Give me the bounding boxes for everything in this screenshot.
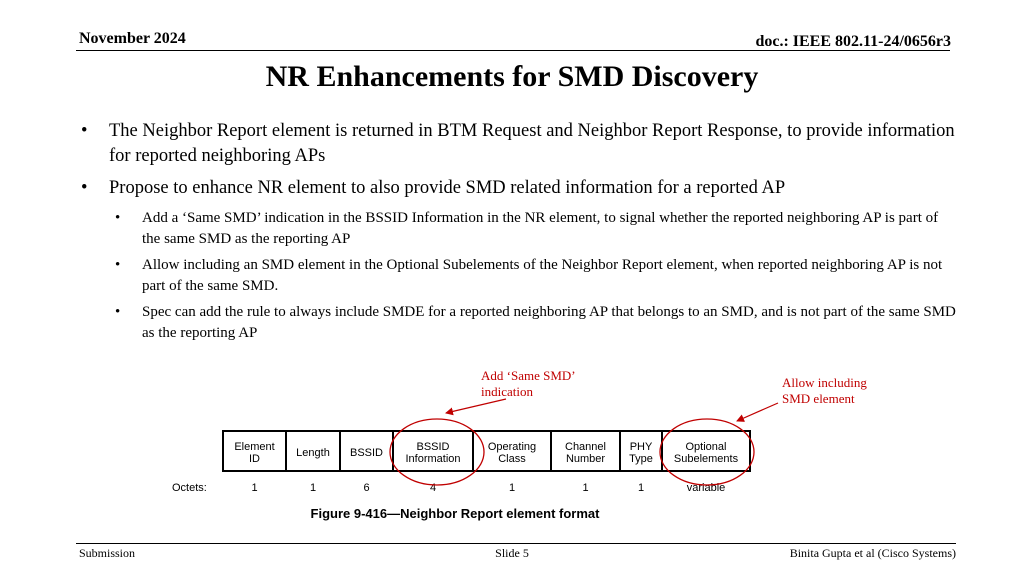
field-row: [223, 431, 750, 494]
field-octets: 6: [363, 482, 370, 494]
field-label: Class: [498, 453, 526, 465]
annotation-line: Allow including: [782, 375, 867, 390]
field-octets: 1: [309, 482, 317, 494]
field-octets: 1: [251, 482, 258, 494]
field-label: BSSID: [416, 441, 450, 453]
field-octets: 1: [637, 482, 645, 494]
field-octets: 1: [582, 482, 589, 494]
octets-label: Octets:: [172, 482, 207, 494]
field-label: Information: [405, 453, 461, 465]
bullet-text: The Neighbor Report element is returned in BTM Request and Neighbor Report Response, to provide information for reported neighboring APs: [109, 121, 955, 166]
field-label: ID: [249, 453, 260, 465]
footer-slide-number: Slide 5: [495, 546, 529, 560]
footer-submission: Submission: [79, 546, 136, 560]
bullet-dot: •: [81, 178, 88, 198]
field-label: Length: [296, 447, 330, 459]
annotation-line: Add ‘Same SMD’: [481, 368, 576, 383]
bullet-text: Propose to enhance NR element to also provide SMD related information for a reported AP: [109, 178, 786, 198]
field-label: Type: [629, 453, 653, 465]
header-date: November 2024: [79, 30, 186, 47]
field-label: Channel: [565, 441, 606, 453]
sub-bullet-text: Add a ‘Same SMD’ indication in the BSSID Information in the NR element, to signal whether the reported neighboring AP is part of the same SMD as the reporting AP: [142, 210, 939, 247]
field-label: Element: [234, 441, 275, 453]
field-label: Optional: [685, 441, 727, 453]
smd-element-arrow: [737, 403, 778, 421]
field-label: Number: [565, 453, 606, 465]
field-label: Operating: [487, 441, 537, 453]
field-label: PHY: [629, 441, 653, 453]
footer-author: Binita Gupta et al (Cisco Systems): [789, 546, 956, 560]
field-octets: 1: [508, 482, 516, 494]
field-octets: variable: [686, 482, 726, 494]
bullet-dot: •: [115, 210, 121, 226]
same-smd-arrow: [446, 399, 506, 413]
figure-caption: Figure 9-416—Neighbor Report element format: [310, 506, 600, 521]
bullet-dot: •: [115, 257, 121, 273]
sub-bullet-text: Spec can add the rule to always include SMDE for a reported neighboring AP that belongs to an SMD, and is not part of the same SMD as the reporting AP: [142, 304, 956, 341]
annotation-line: SMD element: [782, 391, 855, 406]
header-doc-id: doc.: IEEE 802.11-24/0656r3: [755, 33, 951, 50]
bullet-dot: •: [115, 304, 121, 320]
field-label: BSSID: [349, 447, 384, 459]
sub-bullet-text: Allow including an SMD element in the Optional Subelements of the Neighbor Report element, when reported neighboring AP is not part of the same SMD.: [142, 257, 943, 294]
slide-title: NR Enhancements for SMD Discovery: [265, 60, 759, 93]
field-octets: 4: [429, 482, 437, 494]
footer-divider: [76, 543, 956, 544]
bullet-dot: •: [81, 121, 88, 141]
annotation-line: indication: [481, 384, 533, 399]
field-label: Subelements: [673, 453, 739, 465]
